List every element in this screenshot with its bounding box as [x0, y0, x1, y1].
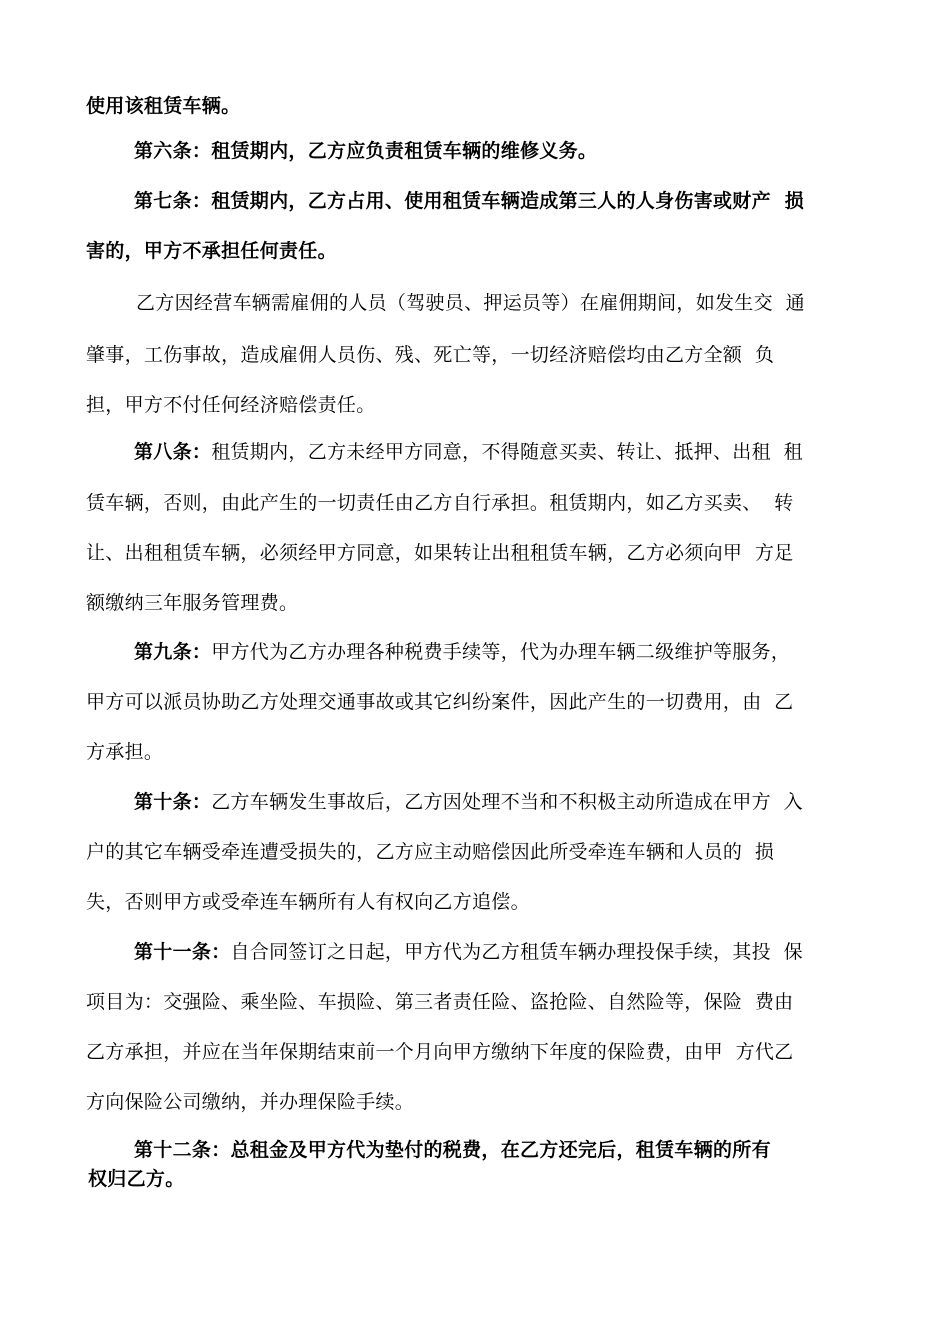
text-line: 项目为：交强险、乘坐险、车损险、第三者责任险、盗抢险、自然险等，保险 费由: [86, 991, 794, 1013]
text-line: 害的，甲方不承担任何责任。: [86, 240, 337, 262]
article-6: 第六条：租赁期内，乙方应负责租赁车辆的维修义务。: [134, 140, 598, 162]
article-11: [134, 940, 803, 964]
text-line: 使用该租赁车辆。: [86, 95, 241, 117]
text-line: 权归乙方。: [88, 1168, 185, 1190]
text-line: 方承担。: [86, 741, 164, 763]
text-line: 失，否则甲方或受牵连车辆所有人有权向乙方追偿。: [86, 891, 530, 913]
text-line: 让、出租租赁车辆，必须经甲方同意，如果转让出租租赁车辆，乙方必须向甲 方足: [86, 542, 794, 564]
article-text: 乙方车辆发生事故后，乙方因处理不当和不积极主动所造成在甲方 入: [211, 791, 803, 813]
text-line: 户的其它车辆受牵连遭受损失的，乙方应主动赔偿因此所受牵连车辆和人员的 损: [86, 841, 775, 863]
article-text: 租赁期内，乙方未经甲方同意，不得随意买卖、转让、抵押、出租 租: [211, 441, 803, 463]
article-label: 第十条：: [134, 791, 212, 813]
article-9: [134, 640, 790, 664]
article-text: 甲方代为乙方办理各种税费手续等，代为办理车辆二级维护等服务，: [211, 641, 791, 663]
article-label: 第九条：: [134, 641, 212, 663]
article-10: [134, 790, 803, 814]
text-line: 甲方可以派员协助乙方处理交通事故或其它纠纷案件，因此产生的一切费用，由 乙: [86, 691, 794, 713]
article-label: 第八条：: [134, 441, 212, 463]
article-7: 第七条：租赁期内，乙方占用、使用租赁车辆造成第三人的人身伤害或财产 损: [134, 190, 805, 212]
text-line: 肇事，工伤事故，造成雇佣人员伤、残、死亡等，一切经济赔偿均由乙方全额 负: [86, 344, 775, 366]
article-text: 自合同签订之日起，甲方代为乙方租赁车辆办理投保手续，其投 保: [230, 941, 803, 963]
text-line: 乙方因经营车辆需雇佣的人员（驾驶员、押运员等）在雇佣期间，如发生交 通: [136, 292, 805, 314]
text-line: 额缴纳三年服务管理费。: [86, 592, 299, 614]
article-12: 第十二条：总租金及甲方代为垫付的税费，在乙方还完后，租赁车辆的所有: [134, 1139, 771, 1161]
article-label: 第十一条：: [134, 941, 231, 963]
text-line: 方向保险公司缴纳，并办理保险手续。: [86, 1091, 415, 1113]
text-line: 赁车辆，否则，由此产生的一切责任由乙方自行承担。租赁期内，如乙方买卖、 转: [86, 492, 794, 514]
text-line: 担，甲方不付任何经济赔偿责任。: [86, 394, 376, 416]
article-8: [134, 440, 803, 464]
text-line: 乙方承担，并应在当年保期结束前一个月向甲方缴纳下年度的保险费，由甲 方代乙: [86, 1041, 794, 1063]
